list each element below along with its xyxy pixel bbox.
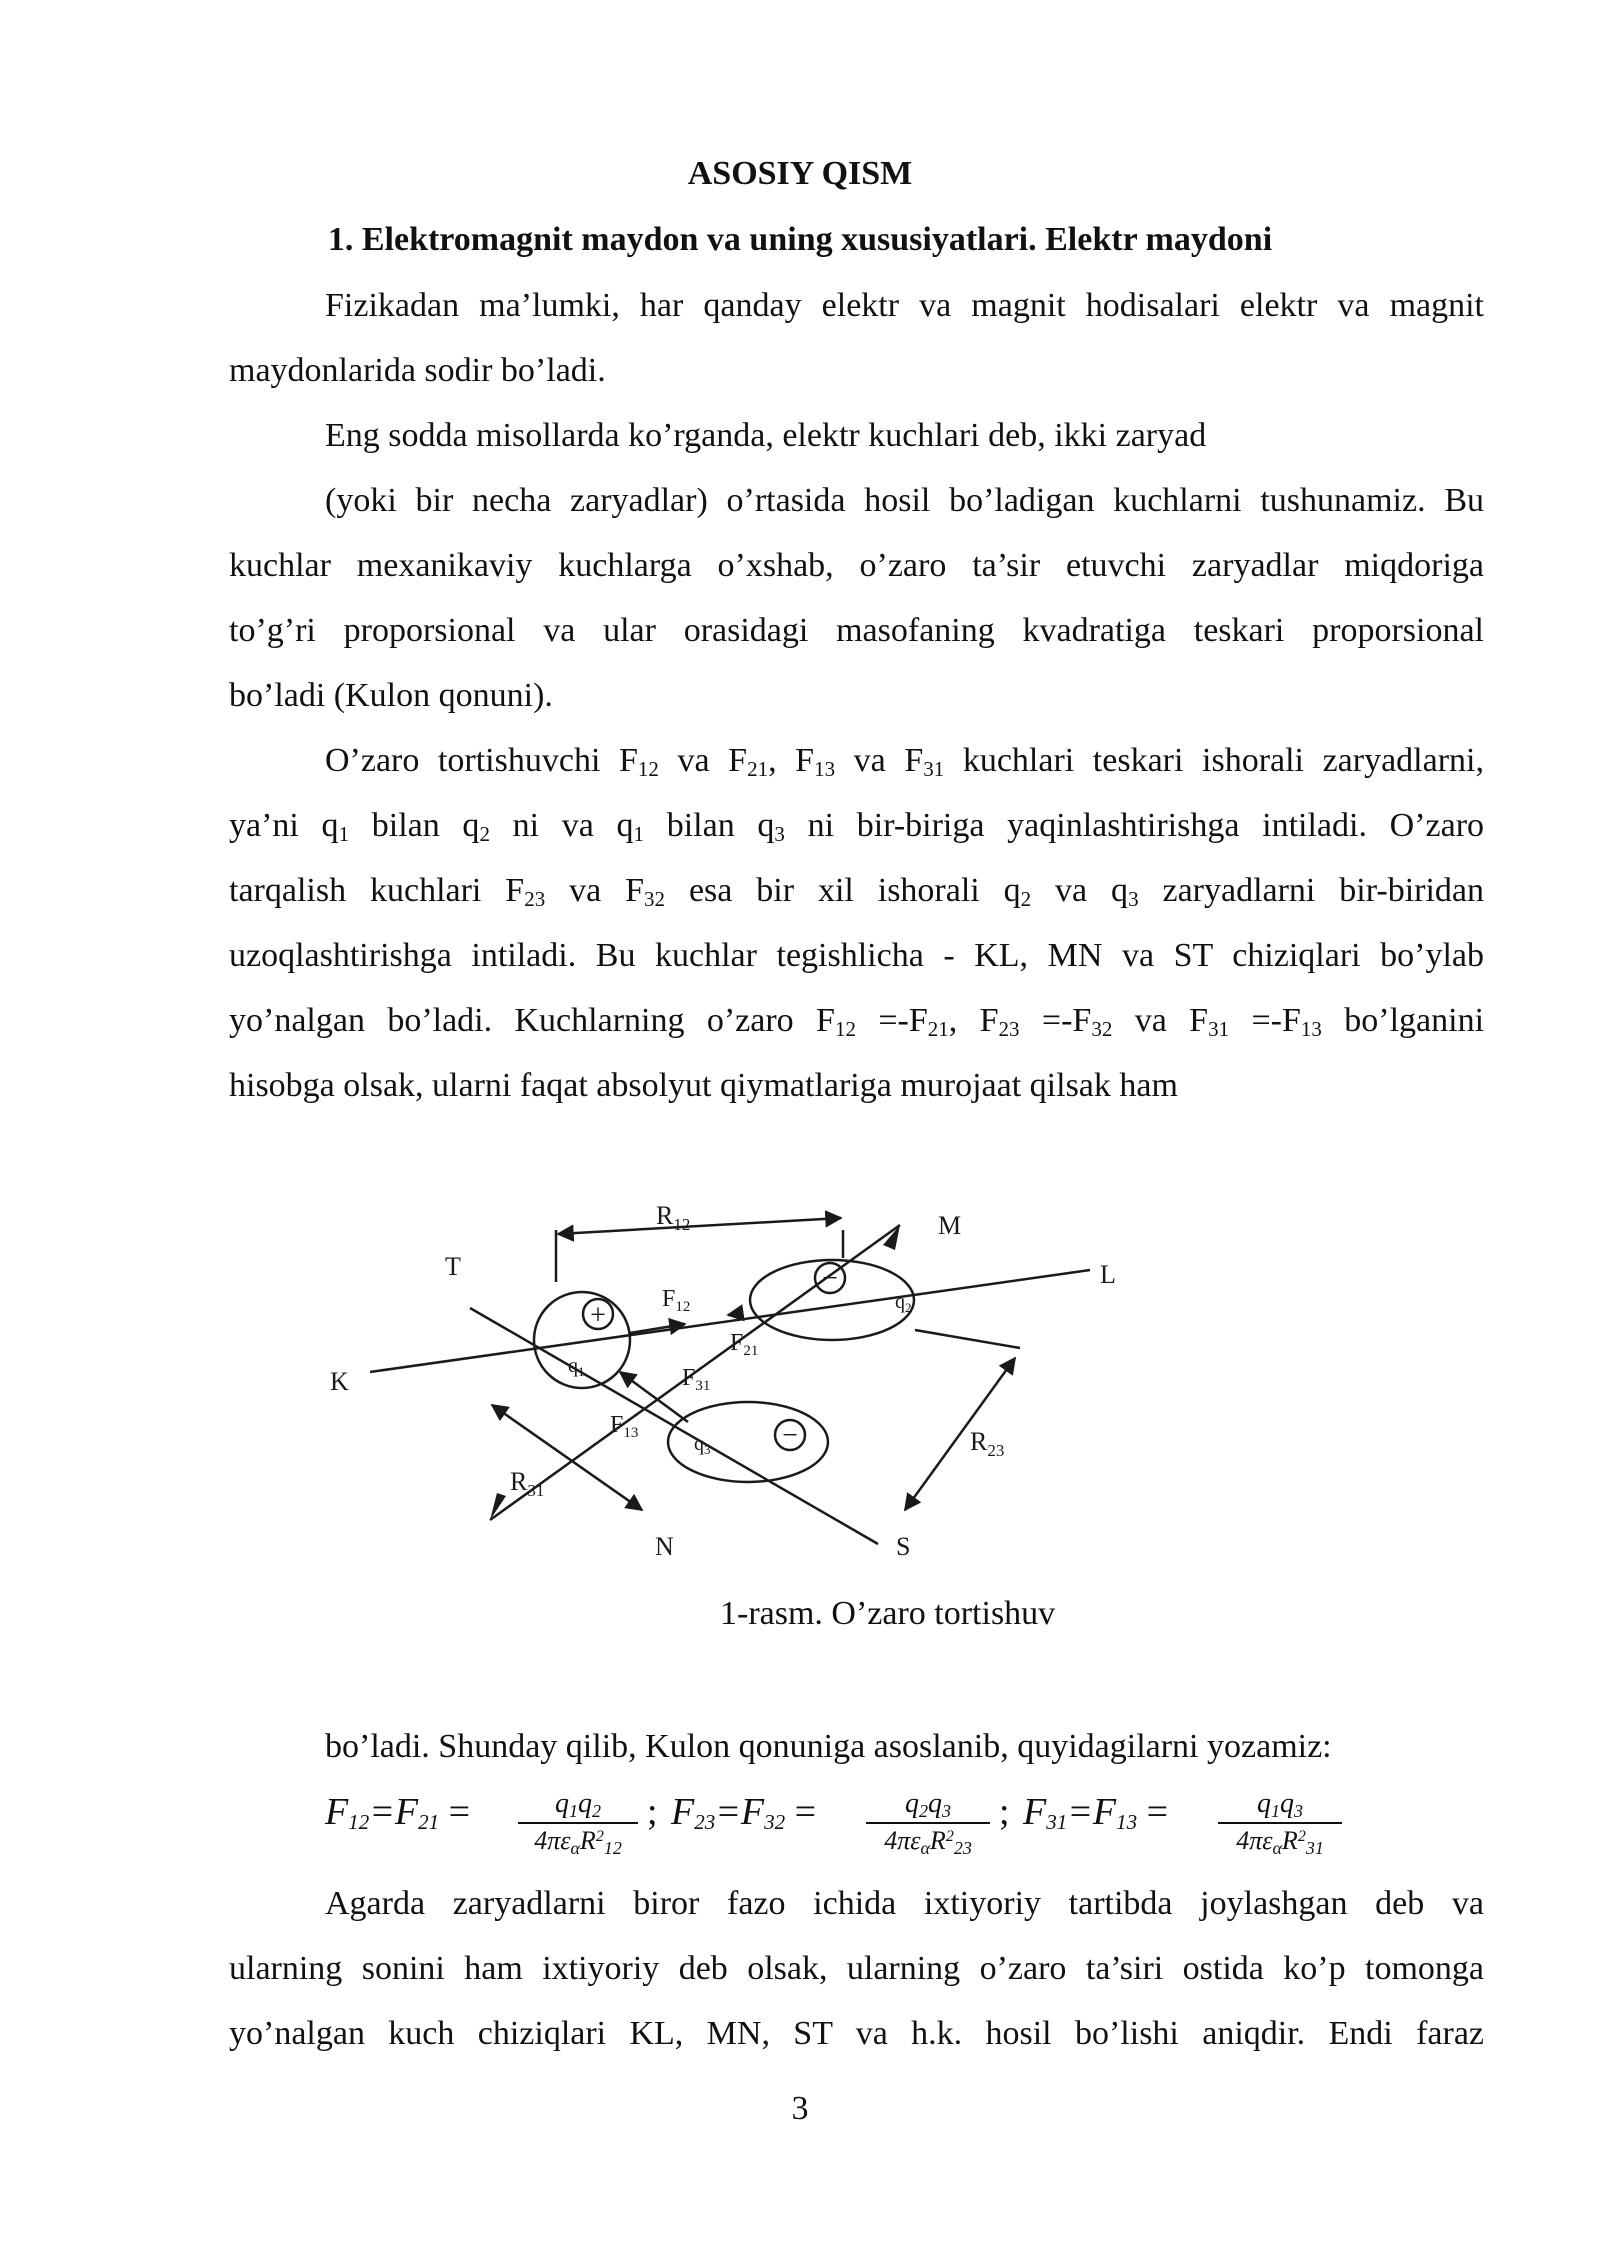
label-n: N bbox=[655, 1532, 674, 1561]
para5-line1: Agarda zaryadlarni biror fazo ichida ixtiyoriy tartibda joylashgan deb va bbox=[325, 1885, 1484, 1922]
label-r12: $R_{12}$ bbox=[656, 1201, 691, 1234]
formula-fraction-2: $q_2q_3$ $4\pi\varepsilon_\alpha R^2_{23}$ bbox=[866, 1786, 990, 1858]
para5-line3: yo’nalgan kuch chiziqlari KL, MN, ST va h.k. hosil bo’lishi aniqdir. Endi faraz bbox=[229, 2015, 1484, 2052]
para3-line6: hisobga olsak, ularni faqat absolyut qiymatlariga murojaat qilsak ham bbox=[229, 1067, 1178, 1104]
coulomb-force-diagram bbox=[330, 1190, 1160, 1580]
para2-line3: kuchlar mexanikaviy kuchlarga o’xshab, o’zaro ta’sir etuvchi zaryadlar miqdoriga bbox=[229, 547, 1484, 584]
label-k: K bbox=[330, 1367, 349, 1396]
formula-separator-2: ; bbox=[999, 1791, 1010, 1833]
figure-caption: 1-rasm. O’zaro tortishuv bbox=[720, 1595, 1056, 1632]
para1-line1: Fizikadan ma’lumki, har qanday elektr va magnit hodisalari elektr va magnit bbox=[325, 287, 1484, 324]
para5-line2: ularning sonini ham ixtiyoriy deb olsak, ularning o’zaro ta’siri ostida ko’p tomonga bbox=[229, 1950, 1484, 1987]
para3-line2: ya’ni $q_1$ bilan $q_2$ ni va $q_1$ bilan $q_3$ ni bir-biriga yaqinlashtirishga intiladi. O’zaro bbox=[229, 807, 1485, 846]
main-heading: ASOSIY QISM bbox=[687, 155, 913, 192]
force-f21-arrow bbox=[728, 1313, 742, 1315]
minus-sign-q3: − bbox=[782, 1420, 798, 1451]
arrow-n bbox=[490, 1493, 506, 1520]
para3-line4: uzoqlashtirishga intiladi. Bu kuchlar tegishlicha - KL, MN va ST chiziqlari bo’ylab bbox=[229, 937, 1484, 974]
para3-line3: tarqalish kuchlari $F_{23}$ va $F_{32}$ esa bir xil ishorali $q_2$ va $q_3$ zaryadlarni bir-biridan bbox=[229, 872, 1484, 911]
label-q1: $q_1$ bbox=[568, 1355, 585, 1379]
label-f13: $F_{13}$ bbox=[610, 1412, 639, 1441]
label-f12: $F_{12}$ bbox=[662, 1286, 691, 1315]
para4-line1: bo’ladi. Shunday qilib, Kulon qonuniga asoslanib, quyidagilarni yozamiz: bbox=[325, 1728, 1332, 1765]
para1-line2: maydonlarida sodir bo’ladi. bbox=[229, 352, 606, 389]
r12-dimension bbox=[558, 1218, 841, 1234]
arrow-m bbox=[883, 1225, 900, 1250]
label-r31: $R_{31}$ bbox=[510, 1467, 545, 1500]
page-number: 3 bbox=[791, 2090, 809, 2127]
label-q2: $q_2$ bbox=[895, 1291, 912, 1315]
section-title: 1. Elektromagnit maydon va uning xususiyatlari. Elektr maydoni bbox=[327, 221, 1273, 258]
para2-line1: Eng sodda misollarda ko’rganda, elektr kuchlari deb, ikki zaryad bbox=[325, 417, 1207, 454]
label-m: M bbox=[938, 1211, 962, 1240]
formula-term-3: $F_{31}=F_{13}$ = bbox=[1023, 1791, 1169, 1834]
label-f31: $F_{31}$ bbox=[682, 1365, 711, 1394]
label-f21: $F_{21}$ bbox=[730, 1330, 759, 1359]
para2-line2: (yoki bir necha zaryadlar) o’rtasida hosil bo’ladigan kuchlarni tushunamiz. Bu bbox=[325, 482, 1484, 519]
para3-line5: yo’nalgan bo’ladi. Kuchlarning o’zaro $F_{12} =-F_{21}$, $F_{23} =-F_{32}$ va $F_{31} =-F_{13}$ bo’lganini bbox=[229, 1002, 1485, 1041]
label-r23: $R_{23}$ bbox=[970, 1427, 1005, 1460]
r23-ext-top bbox=[915, 1330, 1020, 1348]
formula-term-1: $F_{12}=F_{21}$ = bbox=[325, 1791, 471, 1834]
minus-sign-q2: − bbox=[822, 1263, 838, 1294]
formula-separator-1: ; bbox=[647, 1791, 658, 1833]
label-s: S bbox=[896, 1532, 911, 1561]
label-q3: $q_3$ bbox=[694, 1433, 711, 1457]
label-t: T bbox=[445, 1252, 461, 1281]
formula-fraction-3: $q_1q_3$ $4\pi\varepsilon_\alpha R^2_{31}$ bbox=[1218, 1786, 1342, 1858]
plus-sign: + bbox=[590, 1300, 606, 1331]
line-kl bbox=[370, 1270, 1090, 1372]
para3-line1: O’zaro tortishuvchi $F_{12}$ va $F_{21}$, $F_{13}$ va $F_{31}$ kuchlari teskari ishorali zaryadlarni, bbox=[325, 742, 1484, 781]
formula-term-2: $F_{23}=F_{32}$ = bbox=[671, 1791, 817, 1834]
r23-dimension bbox=[905, 1358, 1015, 1510]
para2-line4: to’g’ri proporsional va ular orasidagi masofaning kvadratiga teskari proporsional bbox=[229, 612, 1484, 649]
formula-fraction-1: $q_1q_2$ $4\pi\varepsilon_\alpha R^2_{12}$ bbox=[518, 1786, 638, 1858]
line-ts bbox=[340, 1270, 830, 1550]
label-l: L bbox=[1100, 1260, 1116, 1289]
para2-line5: bo’ladi (Kulon qonuni). bbox=[229, 677, 553, 714]
